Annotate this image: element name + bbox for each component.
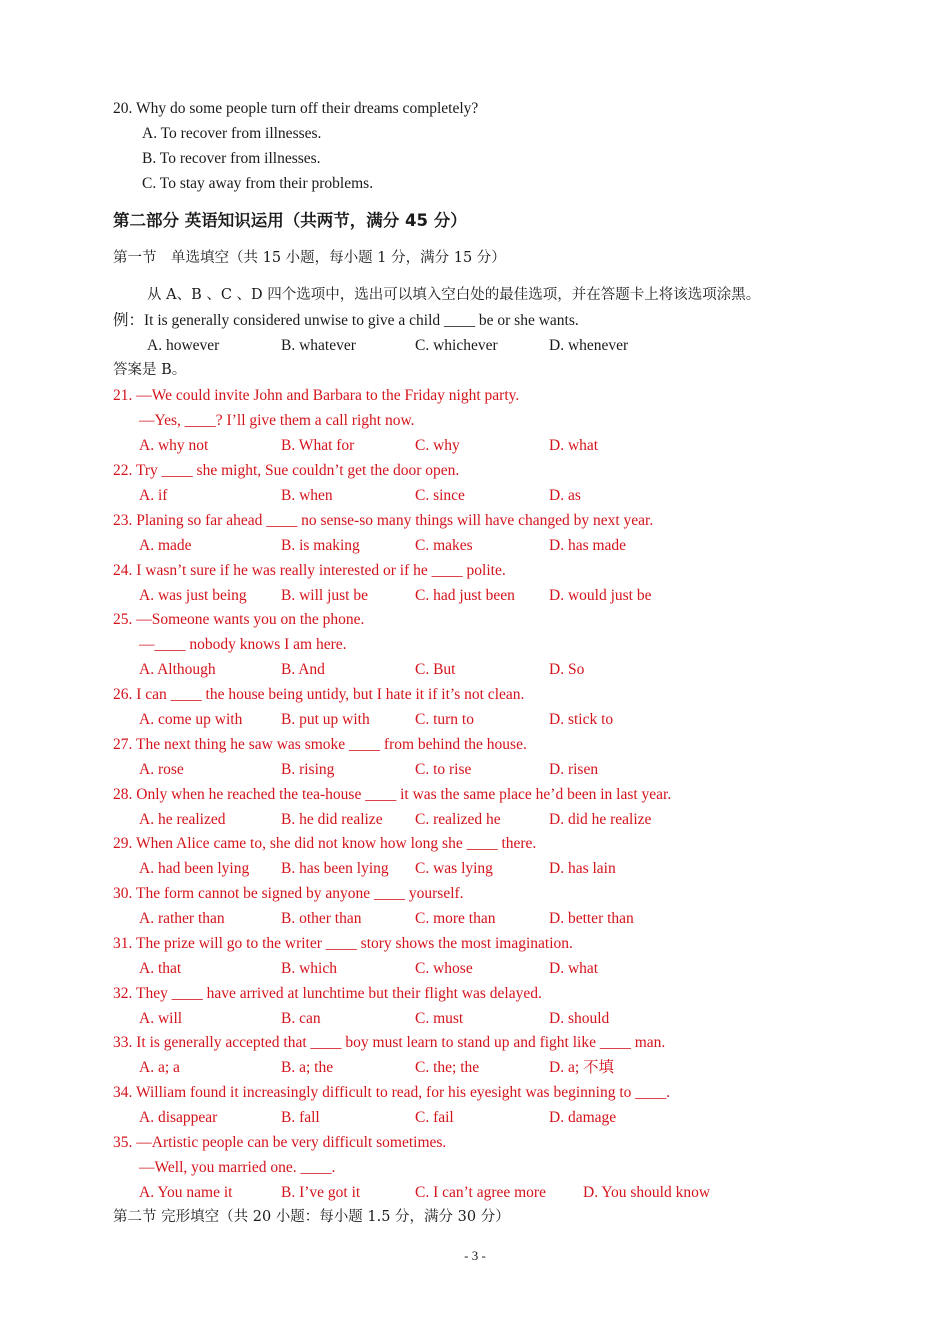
question-22-option-b: B. when — [281, 487, 333, 504]
question-33-stem: 33. It is generally accepted that ____ boy must learn to stand up and fight like ____ man. — [113, 1034, 666, 1051]
question-21-option-b: B. What for — [281, 437, 355, 454]
question-30-option-b: B. other than — [281, 910, 362, 927]
question-27-option-b: B. rising — [281, 761, 335, 778]
question-22-option-c: C. since — [415, 487, 465, 504]
q20-question: 20. Why do some people turn off their dreams completely? — [113, 100, 479, 117]
example-option-d: D. whenever — [549, 337, 629, 354]
q20-option-b: B. To recover from illnesses. — [142, 150, 321, 167]
question-26-option-d: D. stick to — [549, 711, 614, 728]
question-23-option-a: A. made — [139, 537, 192, 554]
question-24-stem: 24. I wasn’t sure if he was really interested or if he ____ polite. — [113, 562, 506, 579]
section2-title: 第二节 完形填空（共 20 小题：每小题 1.5 分，满分 30 分） — [113, 1209, 510, 1225]
example-option-c: C. whichever — [415, 337, 498, 354]
question-26-option-b: B. put up with — [281, 711, 370, 728]
question-34-option-c: C. fail — [415, 1109, 454, 1126]
question-35-stem: 35. —Artistic people can be very difficult sometimes. — [113, 1134, 447, 1151]
example-option-a: A. however — [147, 337, 220, 354]
question-30-option-d: D. better than — [549, 910, 634, 927]
question-21-stem: 21. —We could invite John and Barbara to the Friday night party. — [113, 387, 520, 404]
question-35-option-a: A. You name it — [139, 1184, 233, 1201]
question-26-option-a: A. come up with — [139, 711, 243, 728]
question-26-option-c: C. turn to — [415, 711, 474, 728]
question-26-stem: 26. I can ____ the house being untidy, but I hate it if it’s not clean. — [113, 686, 525, 703]
question-24-option-d: D. would just be — [549, 587, 652, 604]
question-33-option-a: A. a; a — [139, 1059, 180, 1076]
question-35-option-d: D. You should know — [583, 1184, 711, 1201]
question-22-option-a: A. if — [139, 487, 168, 504]
question-34-option-a: A. disappear — [139, 1109, 218, 1126]
part2-title: 第二部分 英语知识运用（共两节，满分 45 分） — [113, 211, 467, 230]
question-25-option-d: D. So — [549, 661, 585, 678]
example-answer: 答案是 B。 — [113, 362, 187, 378]
question-23-stem: 23. Planing so far ahead ____ no sense-so many things will have changed by next year. — [113, 512, 654, 529]
question-33-option-c: C. the; the — [415, 1059, 480, 1076]
question-23-option-d: D. has made — [549, 537, 627, 554]
question-24-option-a: A. was just being — [139, 587, 247, 604]
question-31-option-d: D. what — [549, 960, 599, 977]
question-28-stem: 28. Only when he reached the tea-house ____ it was the same place he’d been in last year. — [113, 786, 672, 803]
question-28-option-a: A. he realized — [139, 811, 226, 828]
question-33-option-d: D. a; 不填 — [549, 1059, 615, 1076]
question-32-stem: 32. They ____ have arrived at lunchtime but their flight was delayed. — [113, 985, 542, 1002]
page-number: - 3 - — [464, 1248, 486, 1263]
question-22-stem: 22. Try ____ she might, Sue couldn’t get the door open. — [113, 462, 460, 479]
question-30-option-a: A. rather than — [139, 910, 225, 927]
question-22-option-d: D. as — [549, 487, 581, 504]
question-35-reply: —Well, you married one. ____. — [139, 1159, 336, 1176]
question-31-stem: 31. The prize will go to the writer ____ story shows the most imagination. — [113, 935, 573, 952]
instruction-text: 从 A、B 、C 、D 四个选项中，选出可以填入空白处的最佳选项，并在答题卡上将该选项涂黑。 — [147, 287, 761, 303]
question-27-option-c: C. to rise — [415, 761, 472, 778]
example-question: 例：It is generally considered unwise to give a child ____ be or she wants. — [113, 312, 579, 329]
question-21-option-d: D. what — [549, 437, 599, 454]
question-29-option-a: A. had been lying — [139, 860, 250, 877]
question-34-option-b: B. fall — [281, 1109, 320, 1126]
question-31-option-c: C. whose — [415, 960, 473, 977]
question-30-option-c: C. more than — [415, 910, 496, 927]
q20-option-c: C. To stay away from their problems. — [142, 175, 374, 192]
question-27-option-a: A. rose — [139, 761, 184, 778]
question-32-option-a: A. will — [139, 1010, 183, 1027]
question-28-option-c: C. realized he — [415, 811, 501, 828]
question-32-option-c: C. must — [415, 1010, 464, 1027]
question-28-option-d: D. did he realize — [549, 811, 652, 828]
question-32-option-b: B. can — [281, 1010, 321, 1027]
question-23-option-c: C. makes — [415, 537, 473, 554]
question-25-option-a: A. Although — [139, 661, 216, 678]
question-34-stem: 34. William found it increasingly difficult to read, for his eyesight was beginning to ____. — [113, 1084, 671, 1101]
question-25-option-c: C. But — [415, 661, 456, 678]
question-25-stem: 25. —Someone wants you on the phone. — [113, 611, 365, 628]
question-25-reply: —____ nobody knows I am here. — [139, 636, 347, 653]
question-33-option-b: B. a; the — [281, 1059, 334, 1076]
question-25-option-b: B. And — [281, 661, 325, 678]
example-option-b: B. whatever — [281, 337, 356, 354]
question-21-reply: —Yes, ____? I’ll give them a call right now. — [139, 412, 415, 429]
question-35-option-b: B. I’ve got it — [281, 1184, 361, 1201]
question-34-option-d: D. damage — [549, 1109, 617, 1126]
question-29-option-c: C. was lying — [415, 860, 493, 877]
section1-title: 第一节 单选填空（共 15 小题，每小题 1 分，满分 15 分） — [113, 250, 506, 266]
question-21-option-c: C. why — [415, 437, 460, 454]
question-29-option-d: D. has lain — [549, 860, 616, 877]
q20-option-a: A. To recover from illnesses. — [142, 125, 322, 142]
question-21-option-a: A. why not — [139, 437, 209, 454]
question-23-option-b: B. is making — [281, 537, 360, 554]
question-27-stem: 27. The next thing he saw was smoke ____ from behind the house. — [113, 736, 527, 753]
question-24-option-b: B. will just be — [281, 587, 368, 604]
question-31-option-a: A. that — [139, 960, 182, 977]
question-30-stem: 30. The form cannot be signed by anyone ____ yourself. — [113, 885, 464, 902]
question-29-stem: 29. When Alice came to, she did not know how long she ____ there. — [113, 835, 537, 852]
question-35-option-c: C. I can’t agree more — [415, 1184, 546, 1201]
question-31-option-b: B. which — [281, 960, 337, 977]
question-24-option-c: C. had just been — [415, 587, 515, 604]
question-29-option-b: B. has been lying — [281, 860, 389, 877]
question-32-option-d: D. should — [549, 1010, 610, 1027]
question-28-option-b: B. he did realize — [281, 811, 383, 828]
question-27-option-d: D. risen — [549, 761, 599, 778]
